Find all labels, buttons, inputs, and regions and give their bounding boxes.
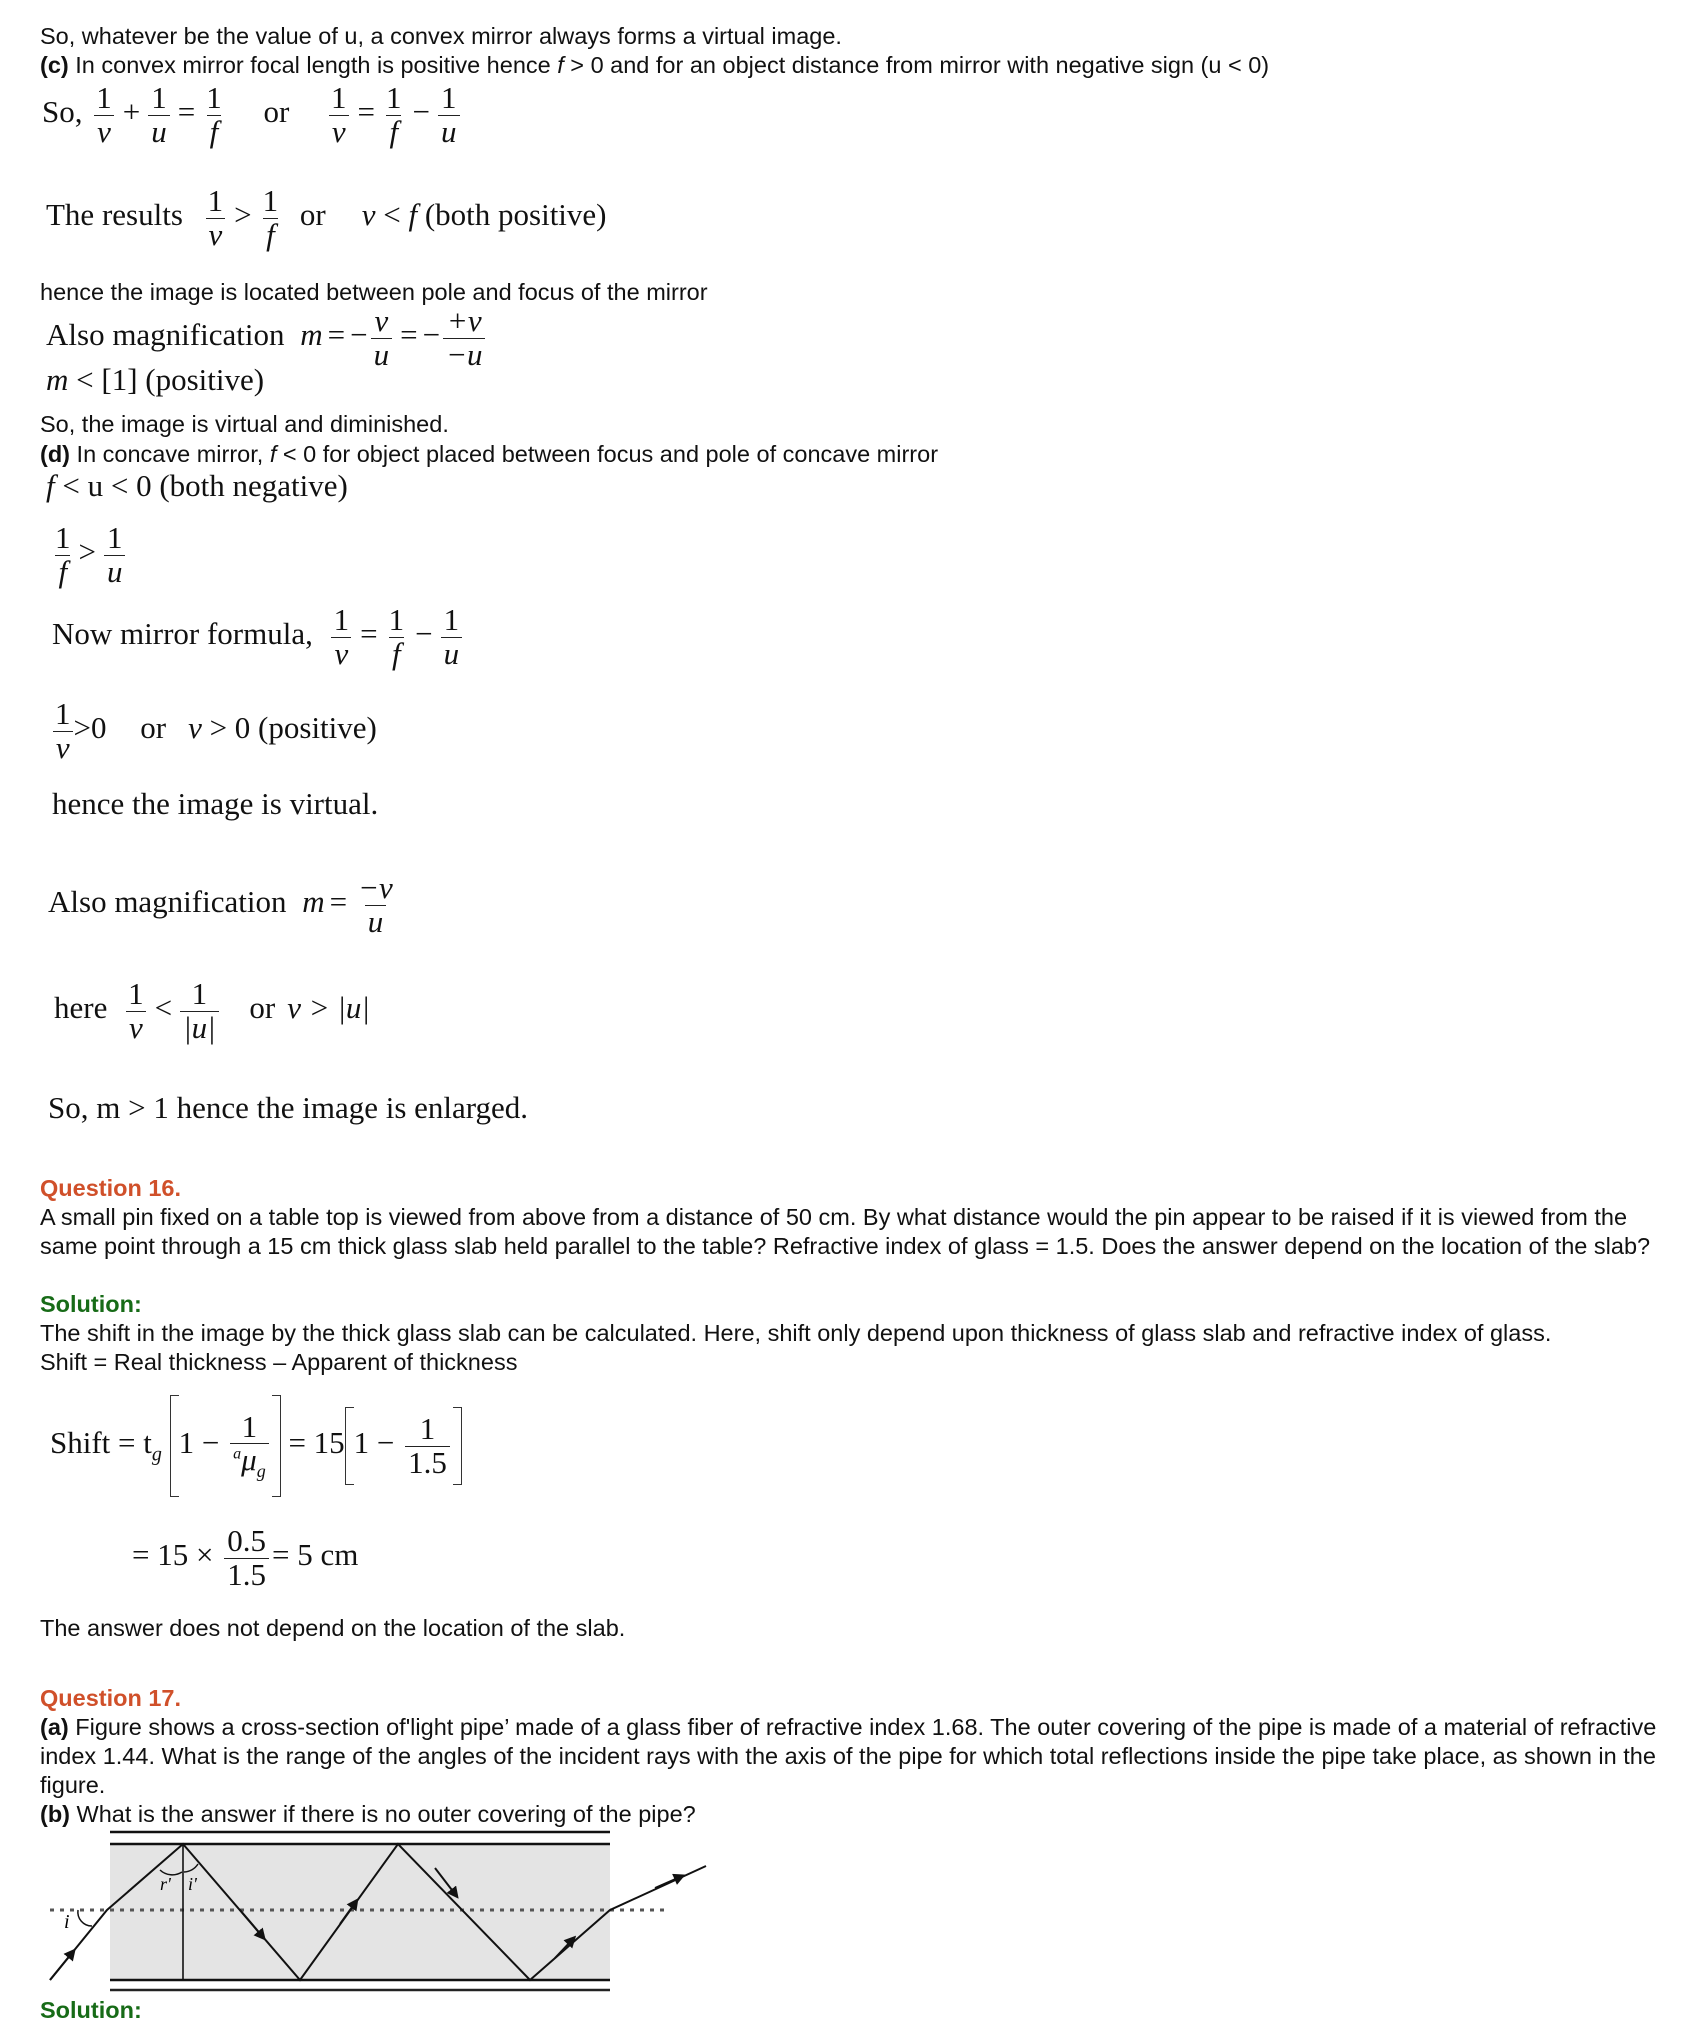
shift-formula: Shift = $t_g$ 1 − $\frac{1}{^a\mu_g}$ = 15 1 − $\frac{1}{1.5}$ (50, 1395, 462, 1497)
solution-16-line-1: The shift in the image by the thick glass slab can be calculated. Here, shift only depend upon thickness of glass slab and refractive index of glass. (40, 1320, 1552, 1346)
convex-mirror-equation: So, $\frac{1}{v}$ + $\frac{1}{u}$ = $\frac{1}{f}$ or $\frac{1}{v}$ = $\frac{1}{f}$ − $\frac{1}{u}$ (42, 82, 463, 148)
part-c-intro: (c) In convex mirror focal length is positive hence f > 0 and for an object distance from mirror with negative sign (u < 0) (40, 52, 1270, 78)
concave-magnification: Also magnification m = $\frac{-v}{u}$ (48, 870, 393, 939)
magnification-less-than-one: m < [1] (positive) (46, 362, 265, 397)
part-d-intro: (d) In concave mirror, f < 0 for object placed between focus and pole of concave mirror (40, 441, 939, 467)
question-16-heading: Question 16. (40, 1175, 182, 1201)
convex-virtual-statement: So, whatever be the value of u, a convex mirror always forms a virtual image. (40, 23, 842, 49)
v-positive-statement: $\frac{1}{v}$ >0 or v > 0 (positive) (52, 698, 377, 764)
question-17-heading: Question 17. (40, 1685, 182, 1711)
shift-result: = 15 × $\frac{0.5}{1.5}$ = 5 cm (132, 1523, 359, 1592)
concave-inequality: f < u < 0 (both negative) (46, 468, 348, 503)
image-enlarged-statement: So, m > 1 hence the image is enlarged. (48, 1090, 529, 1125)
light-pipe-figure (0, 1828, 720, 1998)
pipe-core (110, 1844, 610, 1980)
convex-magnification: Also magnification m = − $\frac{v}{u}$ = − $\frac{+v}{-u}$ (46, 305, 488, 371)
question-16-solution-heading: Solution: (40, 1291, 142, 1317)
reflection-angle-label: i' (188, 1874, 197, 1894)
incident-angle-label: i (64, 1911, 70, 1933)
question-16-conclusion: The answer does not depend on the location of the slab. (40, 1615, 626, 1641)
incident-angle-arc (78, 1910, 92, 1926)
fraction-1-v: $\frac{1}{v}$ (93, 82, 115, 148)
results-inequality: The results $\frac{1}{v}$ > $\frac{1}{f}$ or v < f (both positive) (46, 183, 607, 252)
ray-arrow-1 (50, 1953, 72, 1980)
question-17-part-b: (b) What is the answer if there is no outer covering of the pipe? (40, 1801, 696, 1827)
virtual-diminished-statement: So, the image is virtual and diminished. (40, 411, 449, 437)
image-location-statement: hence the image is located between pole and focus of the mirror (40, 279, 708, 305)
fraction-1-u: $\frac{1}{u}$ (148, 82, 170, 148)
part-c-label: (c) (40, 52, 69, 78)
solution-16-line-2: Shift = Real thickness – Apparent of thickness (40, 1349, 518, 1375)
question-17-solution-heading: Solution: (40, 1997, 142, 2023)
ray-arrow-6 (655, 1877, 680, 1888)
question-17-part-a: (a) Figure shows a cross-section of'light pipe’ made of a glass fiber of refractive index 1.68. The outer covering of the pipe is made of a material of refractive index 1.44. What is the range of the angles of the incident rays with the axis of the pipe for which total reflections inside the pipe take place, as shown in the figure. (40, 1714, 1657, 1798)
part-d-label: (d) (40, 441, 71, 467)
image-virtual-statement: hence the image is virtual. (52, 786, 379, 821)
question-16-text: A small pin fixed on a table top is viewed from above from a distance of 50 cm. By what distance would the pin appear to be raised if it is viewed from the same point through a 15 cm thick glass slab held parallel to the table? Refractive index of glass = 1.5. Does the answer depend on the location of the slab? (40, 1204, 1651, 1259)
here-inequality: here $\frac{1}{v}$ < $\frac{1}{|u|}$ or v > |u| (54, 976, 370, 1045)
refraction-angle-label: r' (160, 1874, 171, 1894)
fraction-1-f: $\frac{1}{f}$ (206, 80, 222, 149)
concave-mirror-formula: Now mirror formula, $\frac{1}{v}$ = $\frac{1}{f}$ − $\frac{1}{u}$ (52, 604, 465, 670)
reciprocal-inequality: $\frac{1}{f}$ > $\frac{1}{u}$ (52, 522, 128, 588)
